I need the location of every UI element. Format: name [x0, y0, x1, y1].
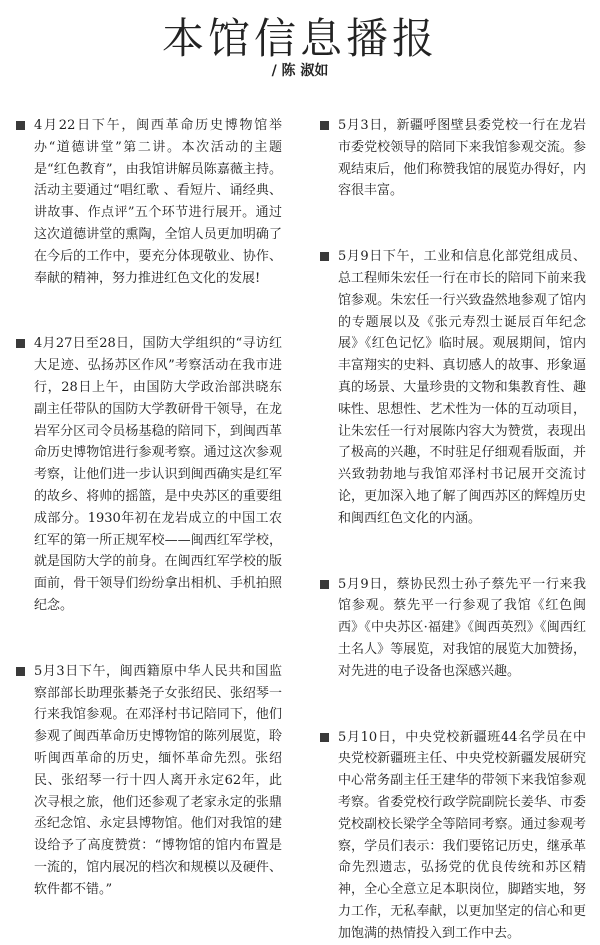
- news-item-text: 5月3日下午，闽西籍原中华人民共和国监察部部长助理张綦尧子女张绍民、张绍琴一行来我馆参观。在邓泽村书记陪同下，他们参观了闽西革命历史博物馆的陈列展览，聆听闽西革命的历史，缅怀革命先烈。张绍民、张绍琴一行十四人离开永定62年，此次寻根之旅，他们还参观了老家永定的张鼎丞纪念馆、永定县博物馆。他们对我馆的建设给予了高度赞赏：“博物馆的馆内布置是一流的，馆内展况的档次和规模以及硬件、软件都不错。”: [34, 663, 282, 897]
- square-bullet-icon: [16, 339, 25, 348]
- news-item: [14, 333, 282, 616]
- news-item: [318, 115, 586, 202]
- news-item-text: 5月10日，中央党校新疆班44名学员在中央党校新疆班主任、中央党校新疆发展研究中心常务副主任王建华的带领下来我馆参观考察。省委党校行政学院副院长姜华、市委党校副校长梁学全等陪同考察。通过参观考察，学员们表示：我们要铭记历史，继承革命先烈遗志，弘扬党的优良传统和苏区精神，全心全意立足本职岗位，脚踏实地，努力工作，无私奉献，以更加坚定的信心和更加饱满的热情投入到工作中去。: [338, 729, 586, 941]
- square-bullet-icon: [16, 667, 25, 676]
- square-bullet-icon: [16, 121, 25, 130]
- news-item-text: 5月3日，新疆呼图壁县委党校一行在龙岩市委党校领导的陪同下来我馆参观交流。参观结束后，他们称赞我馆的展览办得好，内容很丰富。: [338, 118, 586, 199]
- news-item-text: 4月27日至28日，国防大学组织的“寻访红大足迹、弘扬苏区作风”考察活动在我市进行，28日上午，由国防大学政治部洪晓东副主任带队的国防大学教研骨干领导，在龙岩军分区司令员杨基稳的陪同下，到闽西革命历史博物馆进行参观考察。通过这次参观考察，让他们进一步认识到闽西确实是红军的故乡、将帅的摇篮，是中央苏区的重要组成部分。1930年初在龙岩成立的中国工农红军的第一所正规军校——闽西红军学校，就是国防大学的前身。在闽西红军学校的版面前，骨干领导们纷纷拿出相机、手机拍照纪念。: [34, 336, 282, 613]
- news-item: [14, 661, 282, 901]
- news-item-text: 4月22日下午，闽西革命历史博物馆举办“道德讲堂”第二讲。本次活动的主题是“红色教育”，由我馆讲解员陈嘉薇主持。活动主要通过“唱红歌 、看短片、诵经典、讲故事、作点评”五个环节进行展开。通过这次道德讲堂的熏陶，全馆人员更加明确了在今后的工作中，要充分体现敬业、协作、奉献的精神，努力推进红色文化的发展!: [34, 118, 282, 286]
- square-bullet-icon: [320, 733, 329, 742]
- left-column: [14, 110, 282, 901]
- page-title: 本馆信息播报: [161, 14, 438, 63]
- news-item: [318, 574, 586, 683]
- right-column: [318, 110, 586, 945]
- author-byline: / 陈 淑如: [271, 63, 329, 79]
- news-item: [318, 246, 586, 529]
- square-bullet-icon: [320, 121, 329, 130]
- square-bullet-icon: [320, 580, 329, 589]
- news-item-text: 5月9日，蔡协民烈士孙子蔡先平一行来我馆参观。蔡先平一行参观了我馆《红色闽西》《中央苏区·福建》《闽西英烈》《闽西红土名人》等展览，对我馆的展览大加赞扬，对先进的电子设备也深感兴趣。: [338, 576, 586, 679]
- news-item-text: 5月9日下午，工业和信息化部党组成员、总工程师朱宏任一行在市长的陪同下前来我馆参观。朱宏任一行兴致盎然地参观了馆内的专题展以及《张元寿烈士诞辰百年纪念展》《红色记忆》临时展。观展期间，馆内丰富翔实的史料、真切感人的故事、形象逼真的场景、大量珍贵的文物和集教育性、趣味性、思想性、艺术性为一体的互动项目，让朱宏任一行对展陈内容大为赞赏，表现出了极高的兴趣，不时驻足仔细观看版面，并兴致勃勃地与我馆邓泽村书记展开交流讨论，更加深入地了解了闽西苏区的辉煌历史和闽西红色文化的内涵。: [338, 249, 586, 526]
- news-item: [14, 115, 282, 289]
- square-bullet-icon: [320, 252, 329, 261]
- news-item: [318, 727, 586, 945]
